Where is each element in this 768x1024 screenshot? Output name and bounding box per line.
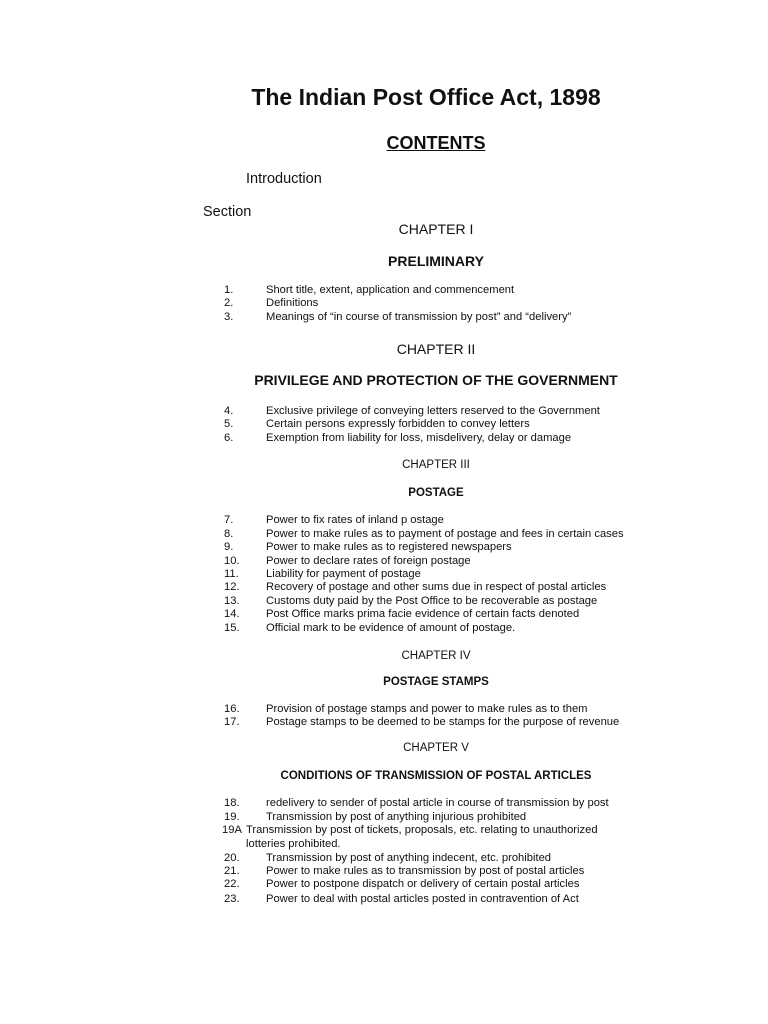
toc-item-number: 14. (224, 608, 240, 620)
toc-item-number: 2. (224, 297, 234, 309)
toc-item-text: Liability for payment of postage (266, 568, 421, 580)
toc-item-number: 12. (224, 581, 240, 593)
toc-item-text: Exclusive privilege of conveying letters reserved to the Government (266, 405, 600, 417)
toc-item-text: Power to make rules as to registered newspapers (266, 541, 512, 553)
chapter-4-heading: POSTAGE STAMPS (383, 676, 489, 688)
chapter-5-heading: CONDITIONS OF TRANSMISSION OF POSTAL ARTICLES (280, 770, 592, 782)
toc-item-number: 4. (224, 405, 234, 417)
toc-item-number: 22. (224, 878, 240, 890)
chapter-4-label: CHAPTER IV (401, 650, 471, 662)
toc-item-text: Definitions (266, 297, 319, 309)
toc-item-text: Transmission by post of tickets, proposals, etc. relating to unauthorized (246, 824, 598, 836)
toc-item-number: 6. (224, 432, 234, 444)
chapter-5-label: CHAPTER V (403, 742, 469, 754)
chapter-3-label: CHAPTER III (402, 459, 470, 471)
chapter-1-heading: PRELIMINARY (388, 253, 484, 269)
toc-item-number: 17. (224, 716, 240, 728)
toc-item-text: Power to postpone dispatch or delivery of certain postal articles (266, 878, 580, 890)
toc-item-text: Transmission by post of anything indecent, etc. prohibited (266, 852, 552, 864)
toc-item-number: 15. (224, 622, 240, 634)
toc-item-text: Official mark to be evidence of amount of postage. (266, 622, 516, 634)
toc-item-text: Post Office marks prima facie evidence of certain facts denoted (266, 608, 580, 620)
toc-item-number: 10. (224, 555, 240, 567)
toc-item-text: Power to declare rates of foreign postage (266, 555, 471, 567)
toc-item-text: Exemption from liability for loss, misdelivery, delay or damage (266, 432, 572, 444)
toc-item-number: 7. (224, 514, 234, 526)
toc-item-text: Power to deal with postal articles posted in contravention of Act (266, 893, 579, 905)
toc-item-text: Recovery of postage and other sums due in respect of postal articles (266, 581, 607, 593)
toc-item-number: 13. (224, 595, 240, 607)
introduction-label: Introduction (246, 171, 322, 187)
toc-item-text: Power to make rules as to payment of postage and fees in certain cases (266, 528, 624, 540)
toc-item-number: 8. (224, 528, 234, 540)
toc-item-number: 19A (222, 824, 242, 836)
section-label: Section (203, 204, 252, 220)
toc-item-text: Meanings of “in course of transmission by post” and “delivery” (266, 311, 572, 323)
toc-item-number: 9. (224, 541, 234, 553)
toc-item-number: 21. (224, 865, 240, 877)
toc-item-number: 5. (224, 418, 234, 430)
toc-item-text: Transmission by post of anything injurious prohibited (266, 811, 527, 823)
toc-item-text: Certain persons expressly forbidden to convey letters (266, 418, 530, 430)
document-title: The Indian Post Office Act, 1898 (251, 84, 601, 110)
contents-heading: CONTENTS (386, 133, 486, 153)
toc-item-text: Provision of postage stamps and power to make rules as to them (266, 703, 588, 715)
toc-item-number: 3. (224, 311, 234, 323)
toc-item-text: lotteries prohibited. (246, 838, 341, 850)
toc-item-number: 20. (224, 852, 240, 864)
toc-item-text: Short title, extent, application and commencement (266, 284, 515, 296)
toc-item-number: 23. (224, 893, 240, 905)
toc-item-text: Postage stamps to be deemed to be stamps for the purpose of revenue (266, 716, 620, 728)
chapter-3-heading: POSTAGE (408, 487, 464, 499)
toc-item-text: Power to make rules as to transmission by post of postal articles (266, 865, 585, 877)
toc-item-number: 1. (224, 284, 234, 296)
chapter-2-heading: PRIVILEGE AND PROTECTION OF THE GOVERNMENT (254, 372, 618, 388)
chapter-1-label: CHAPTER I (398, 221, 474, 237)
toc-item-number: 18. (224, 797, 240, 809)
toc-item-number: 19. (224, 811, 240, 823)
toc-item-text: Customs duty paid by the Post Office to be recoverable as postage (266, 595, 598, 607)
chapter-2-label: CHAPTER II (396, 341, 476, 357)
toc-item-text: Power to fix rates of inland p ostage (266, 514, 444, 526)
toc-item-number: 11. (224, 568, 239, 580)
toc-item-text: redelivery to sender of postal article in course of transmission by post (266, 797, 609, 809)
toc-item-number: 16. (224, 703, 240, 715)
